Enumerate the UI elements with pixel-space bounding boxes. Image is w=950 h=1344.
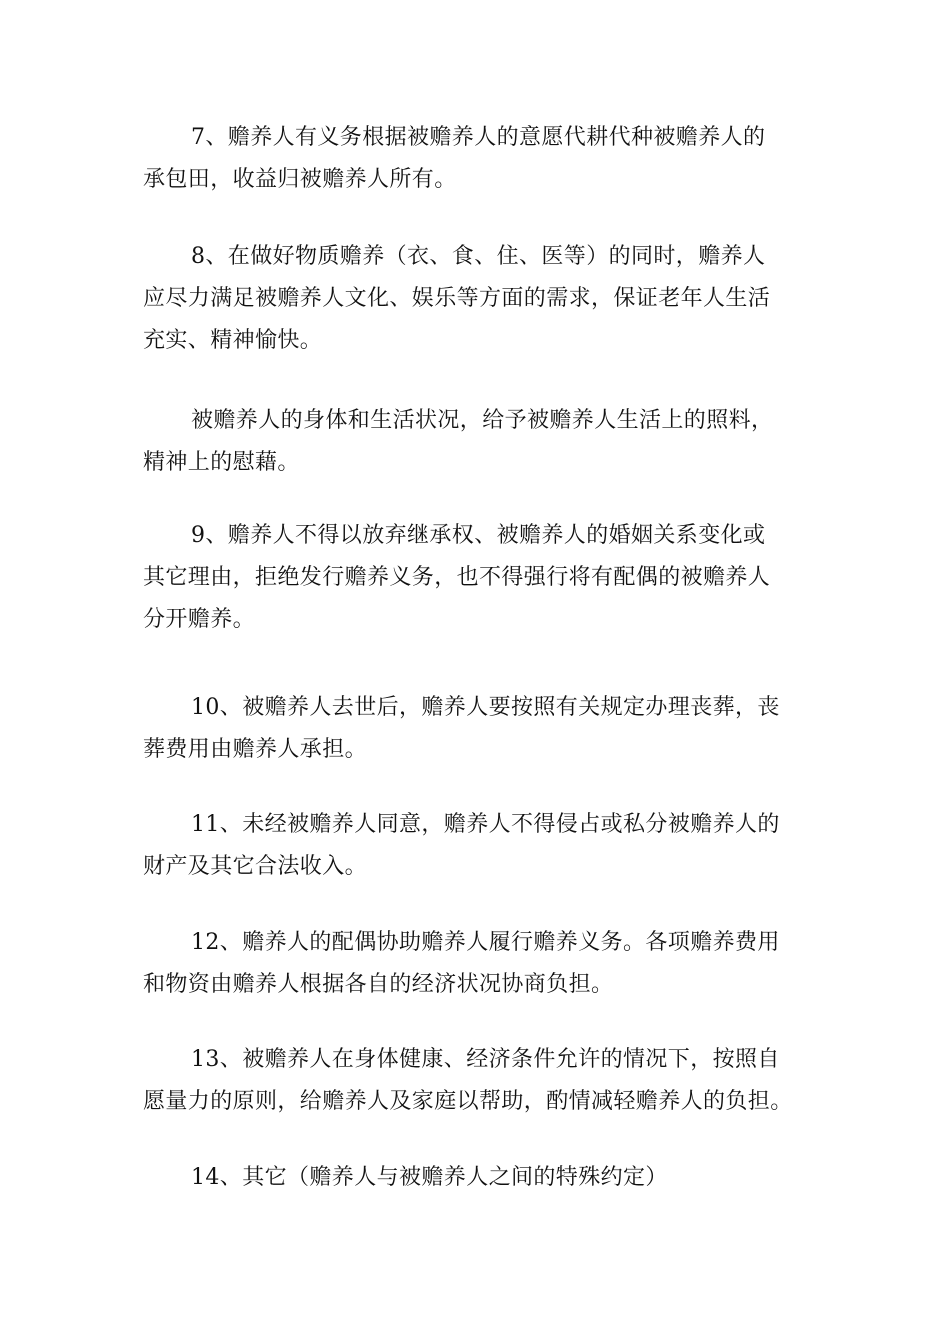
clause-9-line-3: 分开赡养。 [143,607,256,632]
clause-8-line-3: 充实、精神愉快。 [143,328,323,353]
clause-10-line-1: 10、被赡养人去世后，赡养人要按照有关规定办理丧葬，丧 [191,695,780,720]
clause-13-line-2: 愿量力的原则，给赡养人及家庭以帮助，酌情减轻赡养人的负担。 [143,1089,793,1114]
clause-8-paragraph [143,236,807,362]
clause-12-line-1: 12、赡养人的配偶协助赡养人履行赡养义务。各项赡养费用 [191,930,780,955]
care-paragraph [143,400,807,484]
clause-11-line-2: 财产及其它合法收入。 [143,854,368,879]
clause-12-line-2: 和物资由赡养人根据各自的经济状况协商负担。 [143,972,614,997]
clause-7-paragraph [143,117,807,201]
clause-13-paragraph [143,1039,807,1123]
clause-11-paragraph [143,804,807,888]
clause-12-paragraph [143,922,807,1006]
clause-7-line-1: 7、赡养人有义务根据被赡养人的意愿代耕代种被赡养人的 [191,125,766,150]
clause-10-line-2: 葬费用由赡养人承担。 [143,737,368,762]
clause-11-line-1: 11、未经被赡养人同意，赡养人不得侵占或私分被赡养人的 [191,812,780,837]
clause-9-paragraph [143,515,807,641]
clause-9-line-1: 9、赡养人不得以放弃继承权、被赡养人的婚姻关系变化或 [191,523,766,548]
clause-14-paragraph [143,1157,807,1199]
clause-8-line-1: 8、在做好物质赡养（衣、食、住、医等）的同时，赡养人 [191,244,766,269]
clause-7-line-2: 承包田，收益归被赡养人所有。 [143,167,457,192]
clause-9-line-2: 其它理由，拒绝发行赡养义务，也不得强行将有配偶的被赡养人 [143,565,771,590]
clause-14-line-1: 14、其它（赡养人与被赡养人之间的特殊约定） [191,1165,668,1190]
care-line-2: 精神上的慰藉。 [143,450,300,475]
clause-10-paragraph [143,687,807,771]
clause-8-line-2: 应尽力满足被赡养人文化、娱乐等方面的需求，保证老年人生活 [143,286,771,311]
clause-13-line-1: 13、被赡养人在身体健康、经济条件允许的情况下，按照自 [191,1047,780,1072]
care-line-1: 被赡养人的身体和生活状况，给予被赡养人生活上的照料， [191,408,774,433]
